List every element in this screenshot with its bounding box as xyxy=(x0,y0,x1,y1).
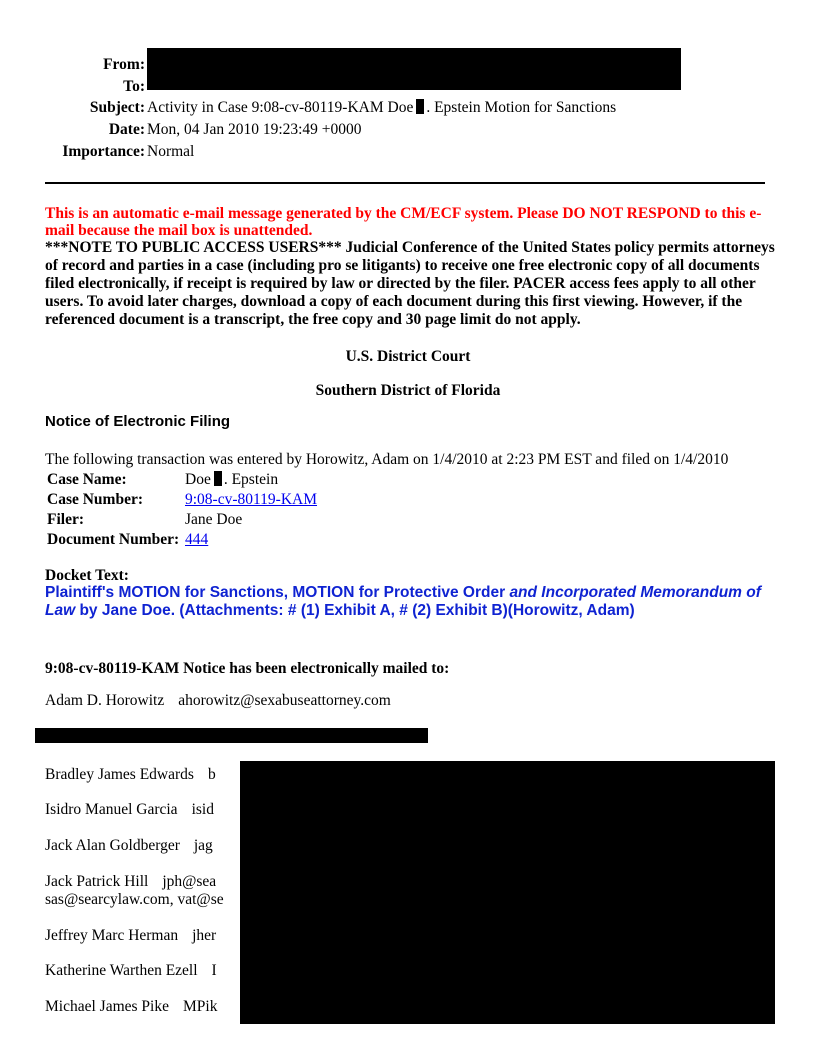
recipient-row-continued: sas@searcylaw.com, vat@se xyxy=(45,891,224,908)
recipient-name: Jeffrey Marc Herman xyxy=(45,927,179,944)
recipient-row xyxy=(45,873,216,891)
court-name: U.S. District Court xyxy=(345,348,471,365)
mailed-to-title: 9:08-cv-80119-KAM Notice has been electronically mailed to: xyxy=(45,660,450,677)
recipient-row xyxy=(45,927,216,945)
recipient-email: b xyxy=(207,766,216,783)
document-number-label: Document Number: xyxy=(47,531,180,548)
case-name-start: Doe xyxy=(185,471,211,488)
filer-label: Filer: xyxy=(47,511,85,528)
subject-value xyxy=(147,99,616,117)
recipient-name: Jack Alan Goldberger xyxy=(45,837,180,854)
document-number-value[interactable] xyxy=(185,531,208,549)
recipient-row xyxy=(45,692,391,710)
to-label: To: xyxy=(123,78,145,95)
docket-text-part3: by Jane Doe. (Attachments: # (1) Exhibit A, # (2) Exhibit B)(Horowitz, Adam) xyxy=(75,602,635,619)
case-name-label: Case Name: xyxy=(47,471,127,488)
recipient-name: Bradley James Edwards xyxy=(45,766,194,783)
recipient-row xyxy=(45,837,213,855)
recipient-name: Katherine Warthen Ezell xyxy=(45,962,198,979)
case-number-value[interactable] xyxy=(185,491,317,509)
docket-text-part1: Plaintiff's MOTION for Sanctions, MOTION for Protective Order xyxy=(45,584,510,601)
recipient-email: ahorowitz@sexabuseattorney.com xyxy=(178,692,391,709)
docket-text-label: Docket Text: xyxy=(45,567,129,584)
subject-text-start: Activity in Case 9:08-cv-80119-KAM Doe xyxy=(147,99,414,116)
recipient-email: I xyxy=(211,962,217,979)
auto-email-warning: This is an automatic e-mail message generated by the CM/ECF system. Please DO NOT RESPOND to this e-mail because the mail box is unattended. xyxy=(45,205,762,239)
recipient-name: Adam D. Horowitz xyxy=(45,692,165,709)
court-district: Southern District of Florida xyxy=(315,382,501,399)
recipient-name: Jack Patrick Hill xyxy=(45,873,149,890)
redaction-recipient xyxy=(35,728,428,743)
recipient-email: isid xyxy=(191,801,214,818)
date-value: Mon, 04 Jan 2010 19:23:49 +0000 xyxy=(147,121,362,138)
document-number-link[interactable]: 444 xyxy=(185,531,209,548)
recipient-email: jph@sea xyxy=(162,873,217,890)
filer-value: Jane Doe xyxy=(185,511,243,528)
case-name-value xyxy=(185,471,278,489)
recipient-email: jher xyxy=(192,927,217,944)
redaction-recipient-emails xyxy=(240,761,775,1024)
redaction-from-to xyxy=(147,48,681,90)
recipient-name: Isidro Manuel Garcia xyxy=(45,801,178,818)
recipient-row xyxy=(45,998,217,1016)
recipient-email: jag xyxy=(193,837,213,854)
header-divider xyxy=(45,182,765,184)
recipient-email: MPik xyxy=(182,998,218,1015)
case-number-link[interactable]: 9:08-cv-80119-KAM xyxy=(185,491,318,508)
recipient-row xyxy=(45,766,216,784)
subject-label: Subject: xyxy=(89,99,145,116)
from-label: From: xyxy=(103,56,145,73)
recipient-name: Michael James Pike xyxy=(45,998,169,1015)
subject-text-end: . Epstein Motion for Sanctions xyxy=(426,99,617,116)
case-name-end: . Epstein xyxy=(223,471,279,488)
public-access-note: ***NOTE TO PUBLIC ACCESS USERS*** Judicial Conference of the United States policy permits attorneys of record and parties in a case (including pro se litigants) to receive one free electronic copy of all documents filed electronically, if receipt is required by law or directed by the filer. PACER access fees apply to all other users. To avoid later charges, download a copy of each document during this first viewing. However, if the referenced document is a transcript, the free copy and 30 page limit do not apply. xyxy=(45,239,775,328)
importance-label: Importance: xyxy=(62,143,145,160)
docket-text-italic: and Incorporated Memorandum of Law xyxy=(45,584,761,619)
case-number-label: Case Number: xyxy=(47,491,143,508)
date-label: Date: xyxy=(108,121,145,138)
redaction-subject xyxy=(416,99,424,114)
importance-value: Normal xyxy=(147,143,195,160)
nef-title: Notice of Electronic Filing xyxy=(45,413,231,430)
transaction-line: The following transaction was entered by Horowitz, Adam on 1/4/2010 at 2:23 PM EST and filed on 1/4/2010 xyxy=(45,451,729,468)
docket-text xyxy=(45,584,780,620)
redaction-case-name xyxy=(214,471,222,486)
recipient-row xyxy=(45,962,217,980)
recipient-row xyxy=(45,801,214,819)
